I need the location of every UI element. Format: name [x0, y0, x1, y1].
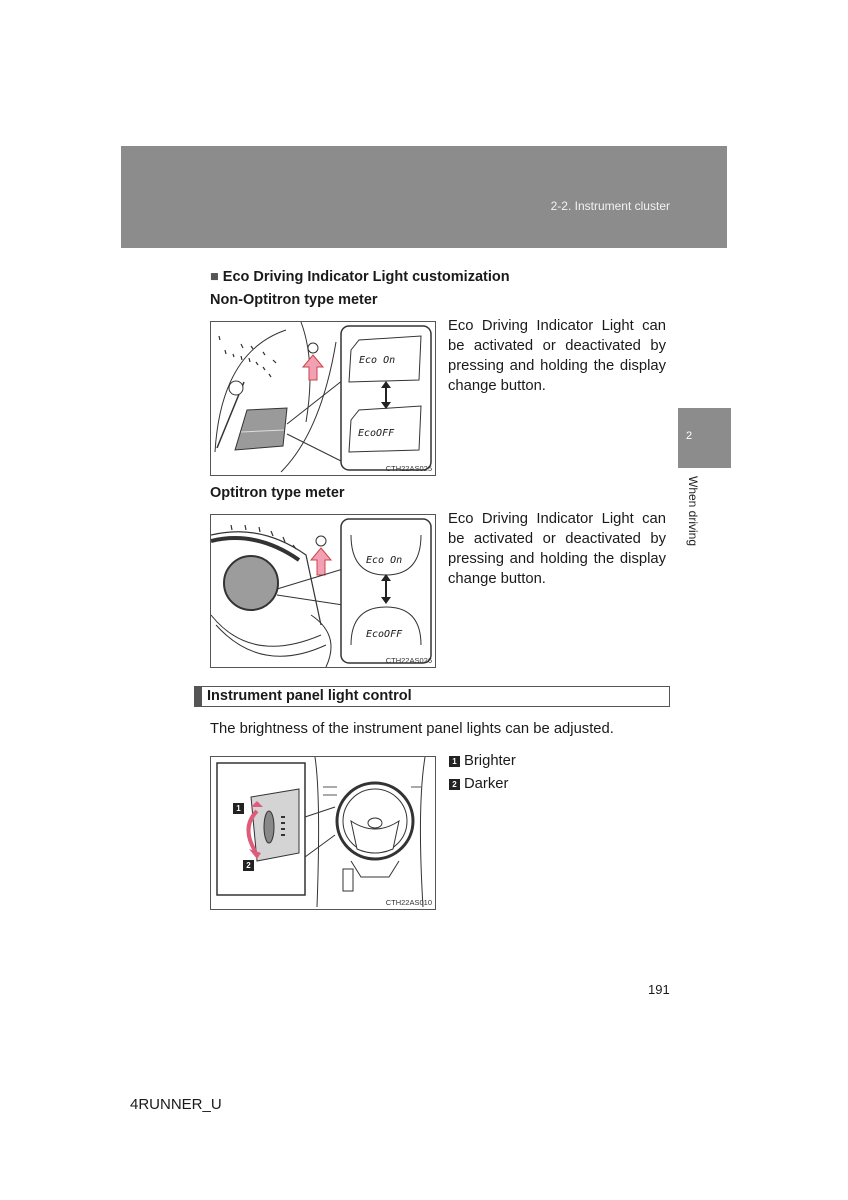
item-number-badge: 2	[449, 779, 460, 790]
chapter-number: 2	[686, 430, 693, 442]
callout-1	[233, 799, 248, 817]
optitron-illustration	[211, 515, 435, 667]
chapter-label: When driving	[686, 476, 700, 547]
heading-marker	[195, 687, 202, 706]
non-optitron-title: Non-Optitron type meter	[210, 292, 378, 308]
panel-illustration	[211, 757, 435, 909]
item-label: Brighter	[464, 753, 516, 769]
panel-figure	[210, 756, 436, 910]
panel-intro: The brightness of the instrument panel lights can be adjusted.	[210, 721, 614, 737]
item-number-badge: 1	[449, 756, 460, 767]
section-title: 2-2. Instrument cluster	[550, 199, 670, 213]
optitron-figure	[210, 514, 436, 668]
square-bullet-icon: ■	[210, 269, 219, 285]
non-optitron-figure	[210, 321, 436, 476]
header-band	[121, 146, 727, 248]
figure-code: CTH22AS010	[385, 898, 432, 907]
item-label: Darker	[464, 776, 509, 792]
list-item	[449, 753, 516, 769]
callout-1-badge: 1	[233, 803, 244, 814]
eco-heading	[210, 269, 510, 285]
eco-off-display: EcoOFF	[358, 428, 395, 439]
model-code: 4RUNNER_U	[130, 1096, 222, 1113]
list-item	[449, 776, 508, 792]
callout-2-badge: 2	[243, 860, 254, 871]
eco-on-display: Eco On	[359, 355, 396, 366]
figure-code: CTH22AS026	[385, 656, 432, 665]
page-number: 191	[648, 982, 670, 997]
callout-2	[243, 856, 258, 874]
panel-heading: Instrument panel light control	[207, 688, 412, 704]
eco-heading-text: Eco Driving Indicator Light customization	[222, 269, 510, 285]
figure-code: CTH22AS025	[385, 464, 432, 473]
non-optitron-text: Eco Driving Indicator Light can be activated or deactivated by pressing and holding the display change button.	[448, 318, 666, 394]
eco-on-display: Eco On	[366, 555, 403, 566]
non-optitron-illustration	[211, 322, 435, 475]
panel-heading-bar	[194, 686, 670, 707]
optitron-text: Eco Driving Indicator Light can be activated or deactivated by pressing and holding the display change button.	[448, 511, 666, 587]
optitron-title: Optitron type meter	[210, 485, 345, 501]
eco-off-display: EcoOFF	[366, 629, 403, 640]
